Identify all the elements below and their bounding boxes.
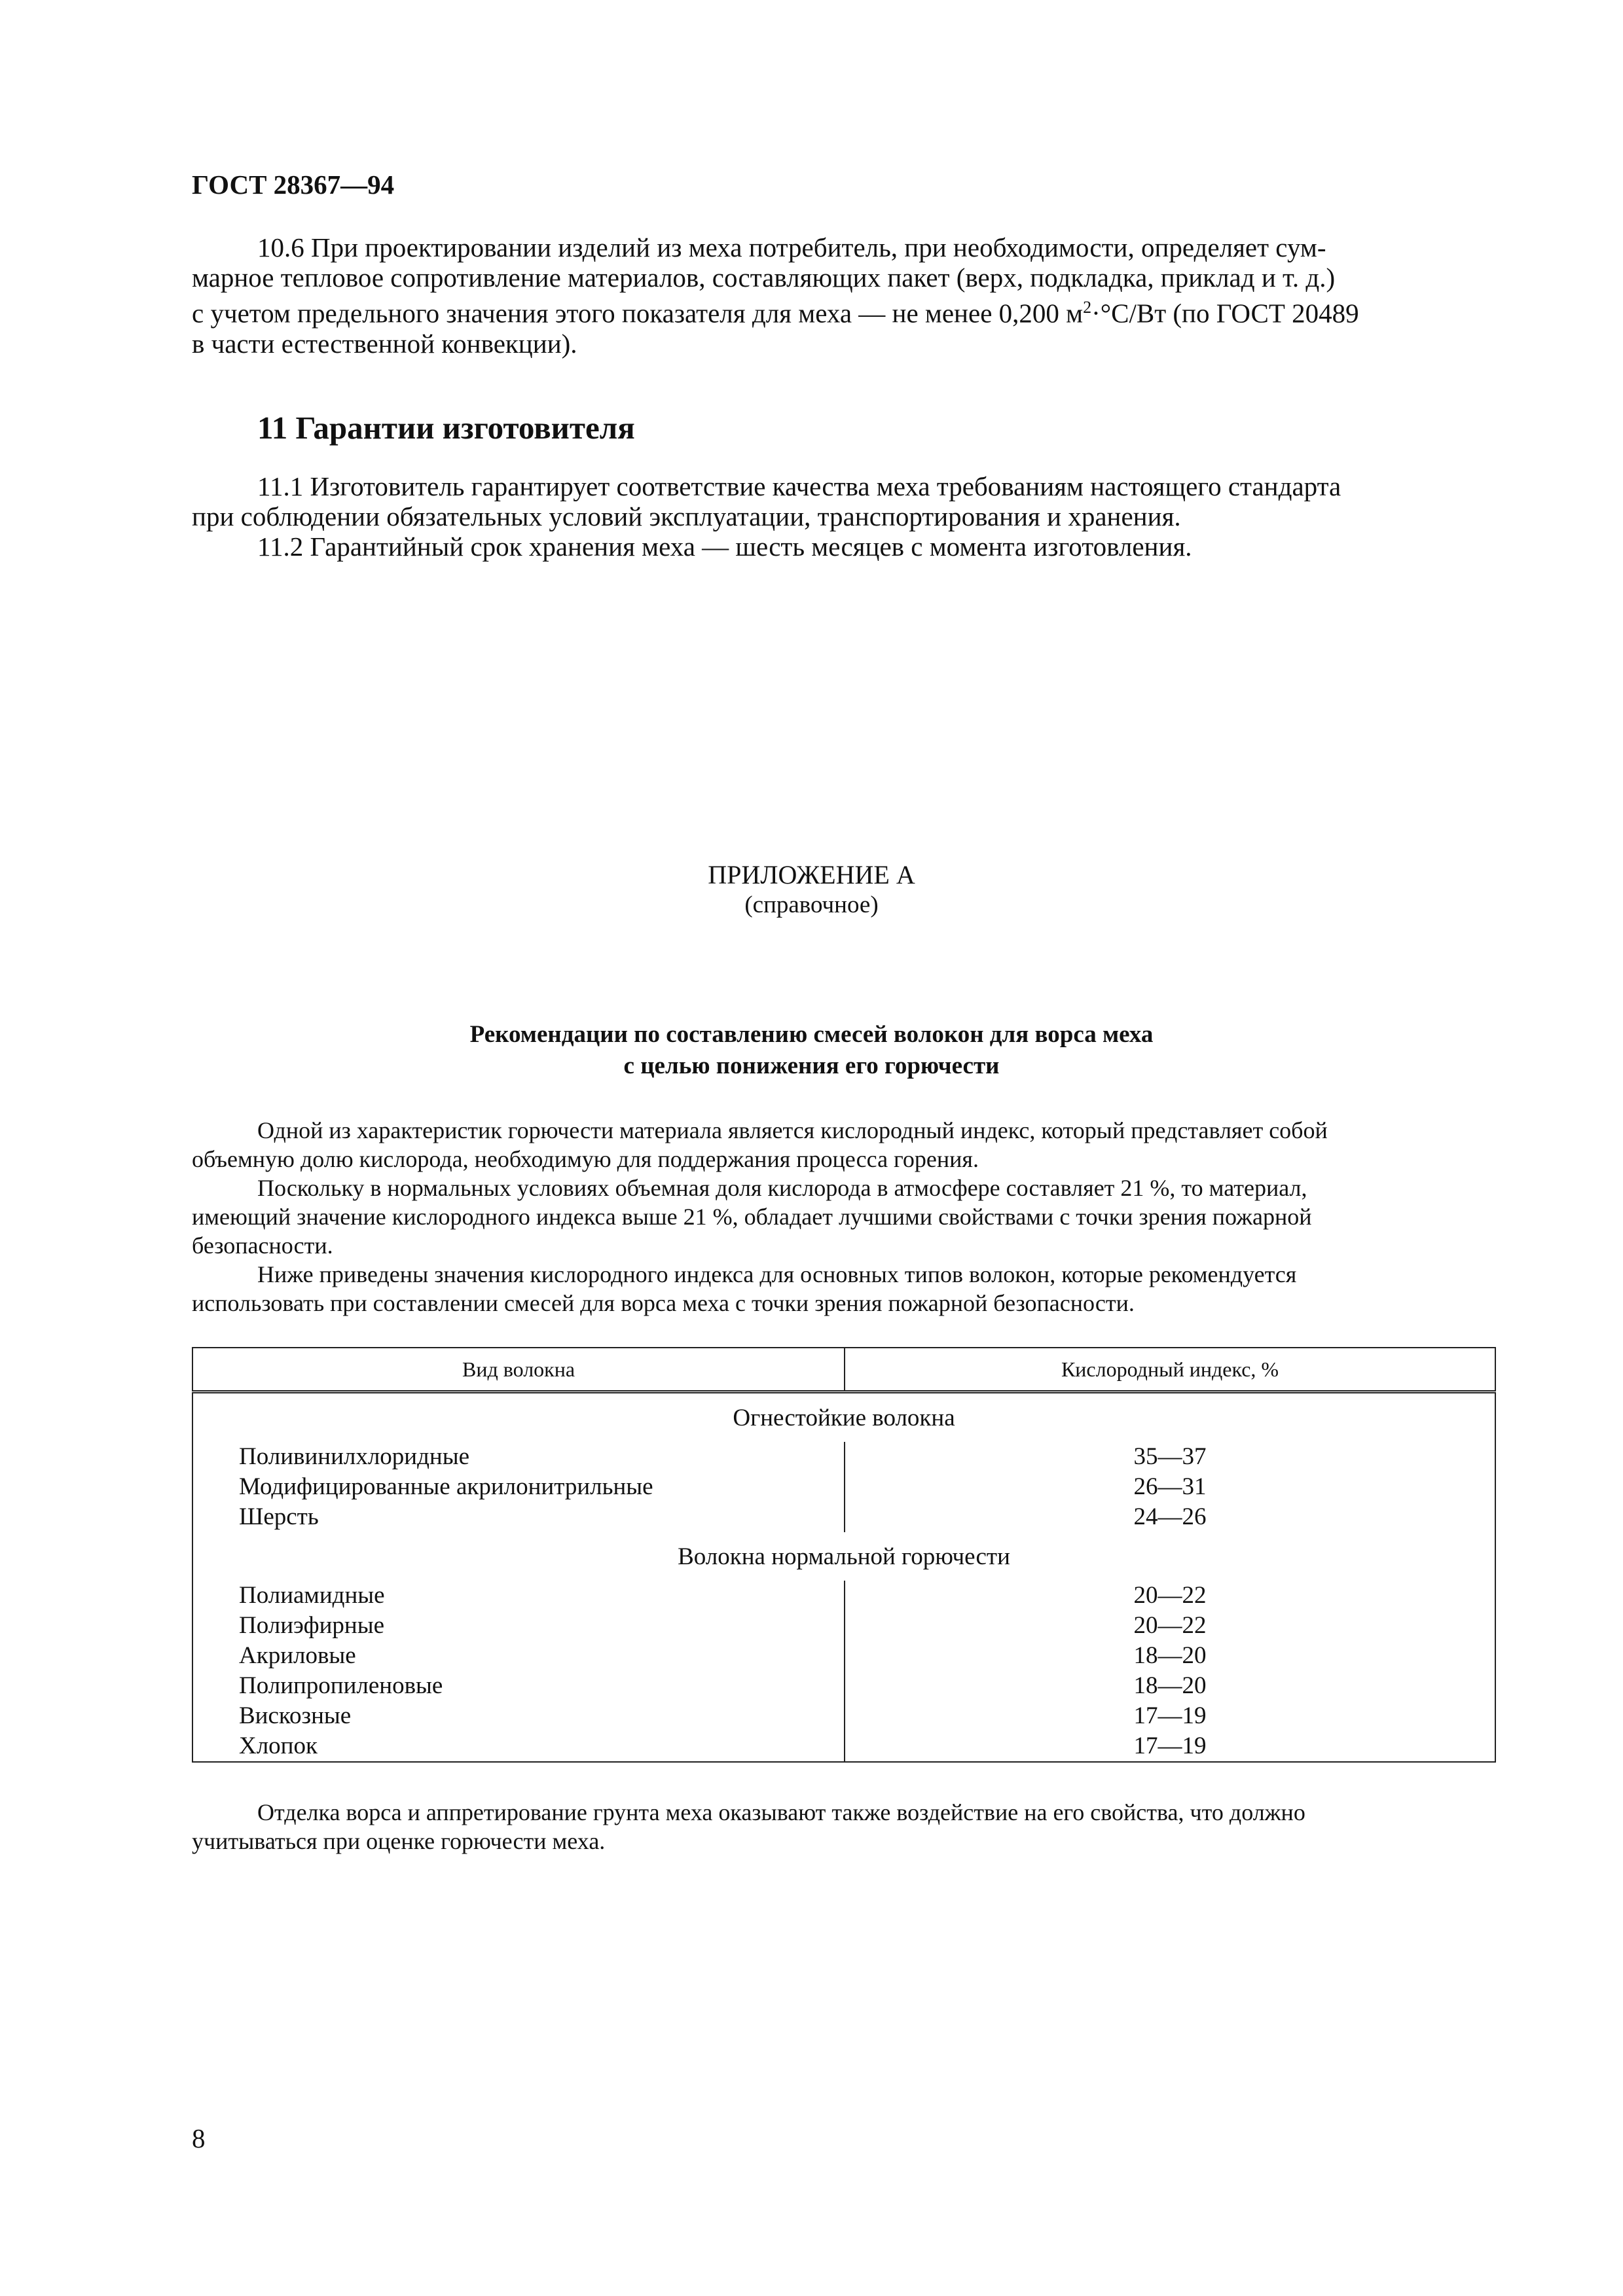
table-group-title: Волокна нормальной горючести [678, 1543, 1010, 1570]
table-row [192, 1671, 1495, 1701]
table-cell-index: 18—20 [1133, 1642, 1207, 1669]
closing-paragraph [192, 1798, 1496, 1856]
table-cell-fiber: Поливинилхлоридные [192, 1442, 845, 1472]
p10-6-line3a: с учетом предельного значения этого показателя для меха — не менее 0,200 м [192, 298, 1084, 329]
p11-1-line2: при соблюдении обязательных условий эксплуатации, транспортирования и хранения. [192, 501, 1181, 531]
table-row [192, 1611, 1495, 1641]
table-header-fiber-type: Вид волокна [192, 1348, 845, 1392]
table-cell-fiber: Хлопок [192, 1731, 845, 1762]
table-cell-index: 18—20 [1133, 1672, 1207, 1699]
table-group-title: Огнестойкие волокна [733, 1404, 955, 1431]
rec-title-line1: Рекомендации по составлению смесей волокон для ворса меха [469, 1021, 1154, 1048]
closing-line1: Отделка ворса и аппретирование грунта меха оказывают также воздействие на его свойства, что должно [257, 1799, 1305, 1825]
table-cell-fiber: Полиамидные [192, 1581, 845, 1611]
paragraph-11 [192, 471, 1496, 562]
annex-p2-line3: безопасности. [192, 1232, 333, 1259]
table-cell-fiber: Модифицированные акрилонитрильные [192, 1472, 845, 1502]
annex-p1-line2: объемную долю кислорода, необходимую для поддержания процесса горения. [192, 1146, 979, 1172]
table-group-row [192, 1532, 1495, 1581]
table-cell-index: 17—19 [1133, 1702, 1207, 1729]
table-row [192, 1641, 1495, 1671]
table-header-oxygen-index: Кислородный индекс, % [845, 1348, 1495, 1392]
oxygen-index-table [192, 1347, 1496, 1763]
recommendations-title [0, 1019, 1623, 1082]
table-cell-index: 20—22 [1133, 1612, 1207, 1639]
p10-6-line1: 10.6 При проектировании изделий из меха потребитель, при необходимости, определяет сум- [257, 232, 1326, 262]
p11-1-line1: 11.1 Изготовитель гарантирует соответствие качества меха требованиям настоящего стандарта [257, 471, 1341, 501]
annex-title: ПРИЛОЖЕНИЕ А [708, 860, 915, 889]
table-row [192, 1581, 1495, 1611]
table-row [192, 1701, 1495, 1731]
paragraph-10-6 [192, 232, 1496, 359]
annex-subtitle: (справочное) [744, 891, 879, 918]
table-cell-index: 24—26 [1133, 1503, 1207, 1530]
table-row [192, 1731, 1495, 1762]
table-row [192, 1472, 1495, 1502]
annex-p3-line1: Ниже приведены значения кислородного индекса для основных типов волокон, которые рекомендуется [257, 1261, 1297, 1287]
table-cell-index: 26—31 [1133, 1473, 1207, 1500]
annex-p3-line2: использовать при составлении смесей для ворса меха с точки зрения пожарной безопасности. [192, 1290, 1135, 1316]
closing-line2: учитываться при оценке горючести меха. [192, 1828, 606, 1854]
document-header: ГОСТ 28367—94 [192, 170, 395, 200]
table-cell-fiber: Вискозные [192, 1701, 845, 1731]
annex-p2-line2: имеющий значение кислородного индекса выше 21 %, обладает лучшими свойствами с точки зрения пожарной [192, 1204, 1312, 1230]
table-header-row [192, 1348, 1495, 1392]
table-row [192, 1502, 1495, 1532]
table-row [192, 1442, 1495, 1472]
annex-p1-line1: Одной из характеристик горючести материала является кислородный индекс, который представляет собой [257, 1117, 1328, 1143]
p10-6-superscript: 2 [1083, 298, 1092, 317]
table-group-row [192, 1392, 1495, 1443]
p10-6-line4: в части естественной конвекции). [192, 328, 577, 359]
section-11-title: 11 Гарантии изготовителя [257, 410, 635, 446]
table-cell-index: 20—22 [1133, 1582, 1207, 1609]
p10-6-line2: марное тепловое сопротивление материалов, составляющих пакет (верх, подкладка, приклад и т. д.) [192, 262, 1336, 293]
table-cell-index: 17—19 [1133, 1732, 1207, 1759]
table-cell-fiber: Полиэфирные [192, 1611, 845, 1641]
table-cell-fiber: Шерсть [192, 1502, 845, 1532]
table-cell-fiber: Полипропиленовые [192, 1671, 845, 1701]
annex-body [192, 1116, 1496, 1318]
rec-title-line2: с целью понижения его горючести [623, 1052, 1000, 1079]
table-cell-fiber: Акриловые [192, 1641, 845, 1671]
p11-2: 11.2 Гарантийный срок хранения меха — шесть месяцев с момента изготовления. [257, 531, 1192, 562]
p10-6-line3b: ·°С/Вт (по ГОСТ 20489 [1091, 298, 1359, 329]
table-cell-index: 35—37 [1133, 1443, 1207, 1470]
page-number: 8 [192, 2123, 206, 2153]
annex-p2-line1: Поскольку в нормальных условиях объемная доля кислорода в атмосфере составляет 21 %, то материал, [257, 1175, 1307, 1201]
